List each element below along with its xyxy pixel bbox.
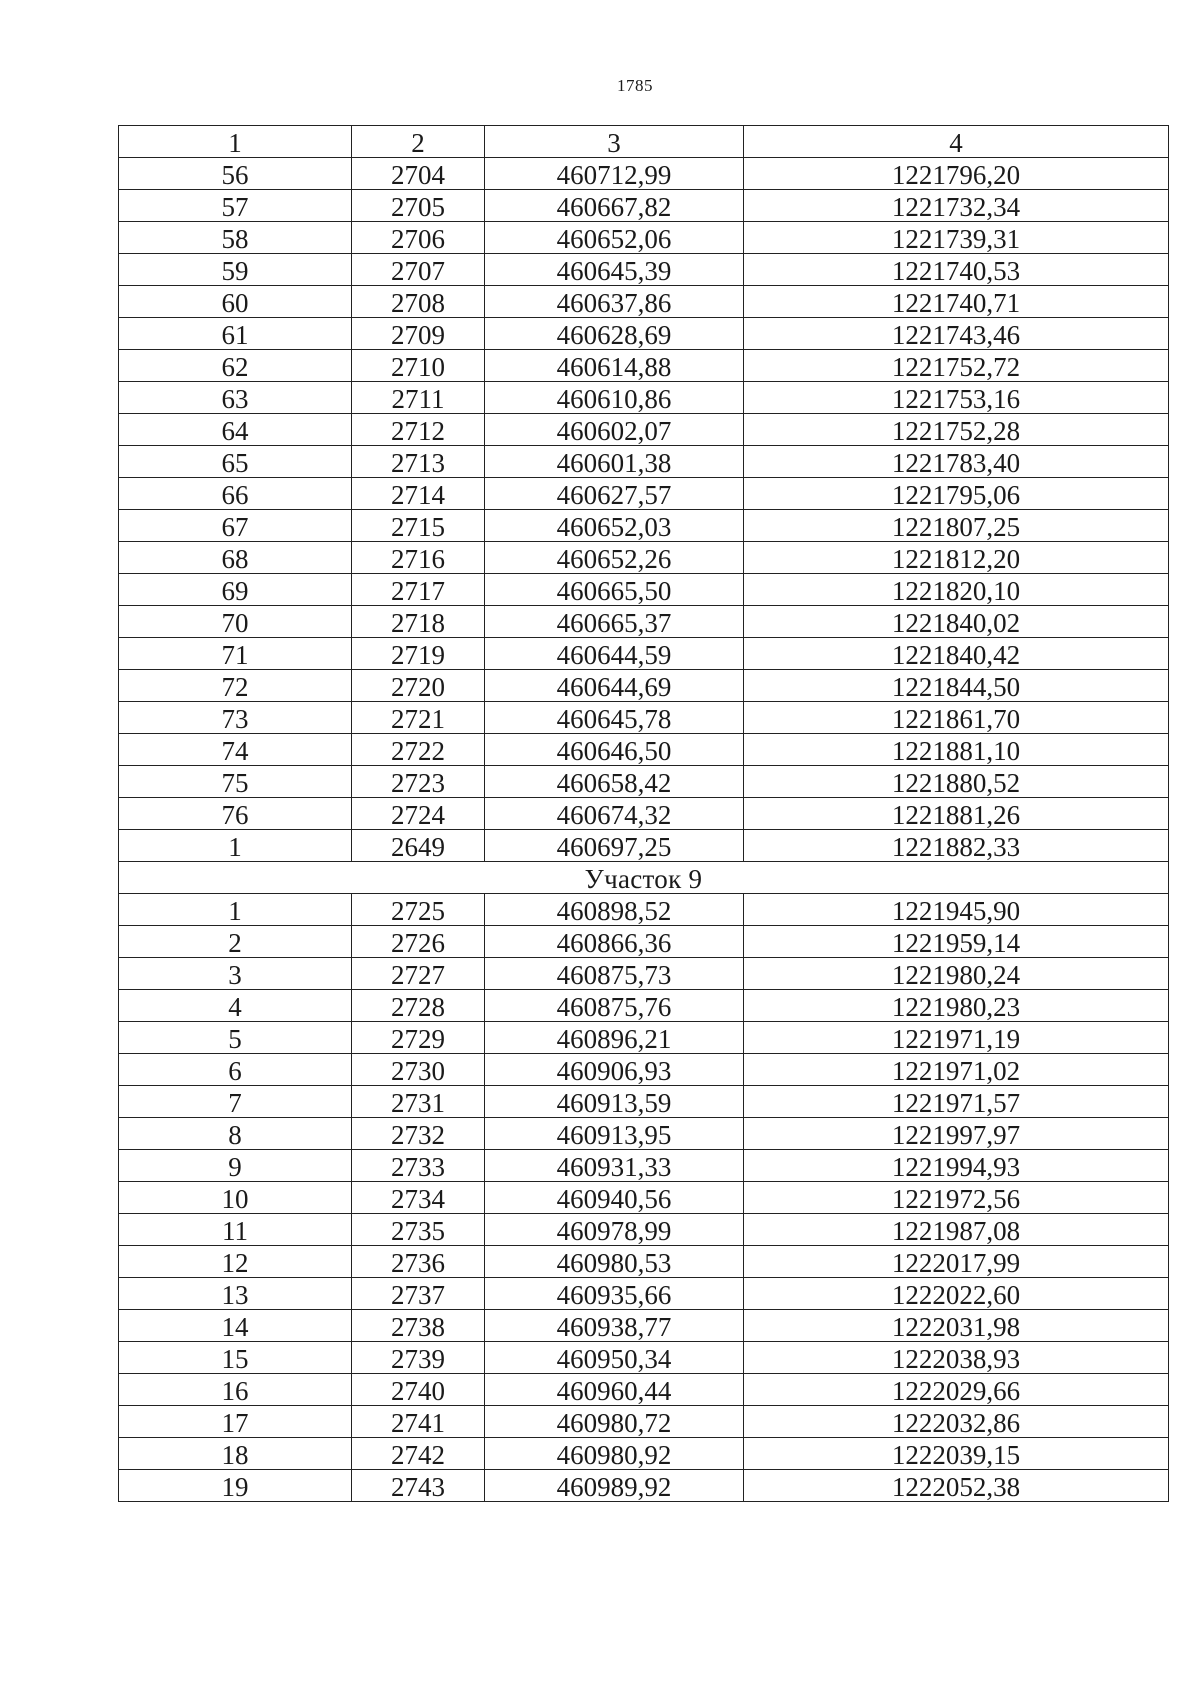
table-row (119, 766, 1169, 798)
table-cell-col-3: 460674,32 (485, 798, 744, 830)
table-row (119, 478, 1169, 510)
table-cell-col-4: 1221740,71 (744, 286, 1169, 318)
table-row (119, 1118, 1169, 1150)
table-row (119, 1278, 1169, 1310)
table-cell-col-2: 2717 (352, 574, 485, 606)
column-header-4: 4 (744, 126, 1169, 158)
table-cell-col-1: 66 (119, 478, 352, 510)
table-cell-col-1: 73 (119, 702, 352, 734)
table-cell-col-3: 460652,06 (485, 222, 744, 254)
table-cell-col-4: 1222032,86 (744, 1406, 1169, 1438)
table-cell-col-3: 460712,99 (485, 158, 744, 190)
table-cell-col-2: 2729 (352, 1022, 485, 1054)
table-cell-col-4: 1221980,23 (744, 990, 1169, 1022)
table-cell-col-4: 1221840,42 (744, 638, 1169, 670)
table-cell-col-3: 460980,53 (485, 1246, 744, 1278)
table-row (119, 574, 1169, 606)
table-cell-col-1: 19 (119, 1470, 352, 1502)
table-row (119, 670, 1169, 702)
table-cell-col-4: 1221753,16 (744, 382, 1169, 414)
table-cell-col-4: 1221795,06 (744, 478, 1169, 510)
table-cell-col-4: 1221739,31 (744, 222, 1169, 254)
table-row (119, 1086, 1169, 1118)
table-cell-col-2: 2720 (352, 670, 485, 702)
table-row (119, 734, 1169, 766)
table-cell-col-2: 2711 (352, 382, 485, 414)
table-cell-col-4: 1222029,66 (744, 1374, 1169, 1406)
column-header-3: 3 (485, 126, 744, 158)
table-cell-col-3: 460697,25 (485, 830, 744, 862)
table-cell-col-3: 460896,21 (485, 1022, 744, 1054)
table-row (119, 318, 1169, 350)
table-cell-col-2: 2724 (352, 798, 485, 830)
table-cell-col-1: 4 (119, 990, 352, 1022)
table-cell-col-3: 460931,33 (485, 1150, 744, 1182)
table-cell-col-1: 63 (119, 382, 352, 414)
table-cell-col-2: 2741 (352, 1406, 485, 1438)
table-cell-col-3: 460898,52 (485, 894, 744, 926)
table-cell-col-1: 1 (119, 830, 352, 862)
table-row (119, 606, 1169, 638)
table-cell-col-4: 1222052,38 (744, 1470, 1169, 1502)
table-cell-col-2: 2734 (352, 1182, 485, 1214)
table-header-row (119, 126, 1169, 158)
table-cell-col-2: 2723 (352, 766, 485, 798)
table-cell-col-4: 1221882,33 (744, 830, 1169, 862)
table-cell-col-4: 1221752,72 (744, 350, 1169, 382)
table-cell-col-1: 2 (119, 926, 352, 958)
table-cell-col-4: 1221844,50 (744, 670, 1169, 702)
table-row (119, 1342, 1169, 1374)
table-row (119, 1438, 1169, 1470)
table-cell-col-2: 2735 (352, 1214, 485, 1246)
table-cell-col-3: 460602,07 (485, 414, 744, 446)
table-cell-col-3: 460875,76 (485, 990, 744, 1022)
table-cell-col-3: 460989,92 (485, 1470, 744, 1502)
table-cell-col-1: 1 (119, 894, 352, 926)
column-header-1: 1 (119, 126, 352, 158)
table-cell-col-3: 460978,99 (485, 1214, 744, 1246)
table-cell-col-3: 460614,88 (485, 350, 744, 382)
table-row (119, 542, 1169, 574)
table-cell-col-1: 15 (119, 1342, 352, 1374)
section-title: Участок 9 (119, 862, 1169, 894)
table-cell-col-4: 1221752,28 (744, 414, 1169, 446)
table-cell-col-4: 1222017,99 (744, 1246, 1169, 1278)
table-row (119, 222, 1169, 254)
table-cell-col-3: 460665,37 (485, 606, 744, 638)
table-cell-col-3: 460667,82 (485, 190, 744, 222)
table-cell-col-3: 460935,66 (485, 1278, 744, 1310)
table-cell-col-4: 1221812,20 (744, 542, 1169, 574)
table-cell-col-2: 2732 (352, 1118, 485, 1150)
table-cell-col-1: 74 (119, 734, 352, 766)
table-cell-col-1: 8 (119, 1118, 352, 1150)
table-cell-col-4: 1221945,90 (744, 894, 1169, 926)
table-cell-col-4: 1221980,24 (744, 958, 1169, 990)
table-row (119, 798, 1169, 830)
table-row (119, 1310, 1169, 1342)
table-cell-col-2: 2712 (352, 414, 485, 446)
table-cell-col-1: 5 (119, 1022, 352, 1054)
table-cell-col-1: 76 (119, 798, 352, 830)
table-cell-col-1: 69 (119, 574, 352, 606)
table-cell-col-3: 460938,77 (485, 1310, 744, 1342)
table-cell-col-2: 2716 (352, 542, 485, 574)
table-cell-col-3: 460950,34 (485, 1342, 744, 1374)
table-cell-col-4: 1222038,93 (744, 1342, 1169, 1374)
table-row (119, 1022, 1169, 1054)
table-cell-col-3: 460665,50 (485, 574, 744, 606)
table-cell-col-3: 460646,50 (485, 734, 744, 766)
table-cell-col-1: 13 (119, 1278, 352, 1310)
table-cell-col-4: 1221783,40 (744, 446, 1169, 478)
table-cell-col-2: 2714 (352, 478, 485, 510)
table-cell-col-1: 56 (119, 158, 352, 190)
table-cell-col-1: 64 (119, 414, 352, 446)
table-cell-col-2: 2705 (352, 190, 485, 222)
table-cell-col-3: 460644,69 (485, 670, 744, 702)
table-row (119, 1214, 1169, 1246)
table-row (119, 1374, 1169, 1406)
table-cell-col-4: 1221997,97 (744, 1118, 1169, 1150)
table-cell-col-2: 2709 (352, 318, 485, 350)
table-cell-col-2: 2740 (352, 1374, 485, 1406)
table-cell-col-2: 2736 (352, 1246, 485, 1278)
table-cell-col-2: 2742 (352, 1438, 485, 1470)
table-cell-col-3: 460875,73 (485, 958, 744, 990)
table-cell-col-2: 2721 (352, 702, 485, 734)
table-cell-col-1: 60 (119, 286, 352, 318)
table-cell-col-4: 1222039,15 (744, 1438, 1169, 1470)
table-cell-col-4: 1221881,26 (744, 798, 1169, 830)
table-cell-col-4: 1221881,10 (744, 734, 1169, 766)
table-row (119, 894, 1169, 926)
table-cell-col-4: 1221840,02 (744, 606, 1169, 638)
table-cell-col-4: 1221994,93 (744, 1150, 1169, 1182)
table-row (119, 286, 1169, 318)
table-cell-col-4: 1222031,98 (744, 1310, 1169, 1342)
table-cell-col-1: 67 (119, 510, 352, 542)
table-cell-col-1: 3 (119, 958, 352, 990)
table-cell-col-4: 1221732,34 (744, 190, 1169, 222)
table-cell-col-2: 2738 (352, 1310, 485, 1342)
table-row (119, 926, 1169, 958)
table-cell-col-1: 68 (119, 542, 352, 574)
table-cell-col-1: 71 (119, 638, 352, 670)
table-row (119, 702, 1169, 734)
table-cell-col-1: 10 (119, 1182, 352, 1214)
table-cell-col-3: 460940,56 (485, 1182, 744, 1214)
page-number: 1785 (617, 76, 653, 95)
table-cell-col-3: 460628,69 (485, 318, 744, 350)
table-row (119, 638, 1169, 670)
table-cell-col-1: 6 (119, 1054, 352, 1086)
table-cell-col-2: 2713 (352, 446, 485, 478)
table-row (119, 1470, 1169, 1502)
table-cell-col-4: 1221971,57 (744, 1086, 1169, 1118)
table-row (119, 510, 1169, 542)
table-row (119, 446, 1169, 478)
table-cell-col-4: 1221987,08 (744, 1214, 1169, 1246)
section-row (119, 862, 1169, 894)
table-row (119, 382, 1169, 414)
coordinates-table (118, 125, 1169, 1502)
table-body-part1 (119, 158, 1169, 862)
table-cell-col-4: 1221971,02 (744, 1054, 1169, 1086)
table-cell-col-4: 1221971,19 (744, 1022, 1169, 1054)
table-cell-col-2: 2737 (352, 1278, 485, 1310)
table-cell-col-2: 2743 (352, 1470, 485, 1502)
table-body-part2 (119, 894, 1169, 1502)
table-row (119, 1182, 1169, 1214)
table-cell-col-2: 2710 (352, 350, 485, 382)
table-cell-col-3: 460960,44 (485, 1374, 744, 1406)
table-cell-col-1: 62 (119, 350, 352, 382)
table-cell-col-2: 2731 (352, 1086, 485, 1118)
table-cell-col-3: 460645,39 (485, 254, 744, 286)
table-cell-col-1: 61 (119, 318, 352, 350)
table-cell-col-1: 72 (119, 670, 352, 702)
table-row (119, 1150, 1169, 1182)
table-cell-col-4: 1221796,20 (744, 158, 1169, 190)
table-cell-col-1: 16 (119, 1374, 352, 1406)
table-cell-col-2: 2725 (352, 894, 485, 926)
table-cell-col-3: 460610,86 (485, 382, 744, 414)
table-cell-col-3: 460906,93 (485, 1054, 744, 1086)
table-cell-col-2: 2707 (352, 254, 485, 286)
table-cell-col-2: 2704 (352, 158, 485, 190)
section-header-body (119, 862, 1169, 894)
table-row (119, 958, 1169, 990)
table-cell-col-2: 2719 (352, 638, 485, 670)
table-cell-col-2: 2739 (352, 1342, 485, 1374)
table-cell-col-4: 1221807,25 (744, 510, 1169, 542)
table-cell-col-1: 59 (119, 254, 352, 286)
table-cell-col-1: 9 (119, 1150, 352, 1182)
table-cell-col-2: 2733 (352, 1150, 485, 1182)
table-row (119, 158, 1169, 190)
table-row (119, 990, 1169, 1022)
table-cell-col-2: 2715 (352, 510, 485, 542)
table-cell-col-2: 2718 (352, 606, 485, 638)
table-row (119, 1246, 1169, 1278)
table-cell-col-1: 65 (119, 446, 352, 478)
table-cell-col-3: 460601,38 (485, 446, 744, 478)
table-cell-col-3: 460652,03 (485, 510, 744, 542)
table-cell-col-1: 70 (119, 606, 352, 638)
table-cell-col-3: 460637,86 (485, 286, 744, 318)
table-cell-col-3: 460980,92 (485, 1438, 744, 1470)
table-cell-col-1: 58 (119, 222, 352, 254)
table-row (119, 1406, 1169, 1438)
table-cell-col-4: 1221972,56 (744, 1182, 1169, 1214)
table-cell-col-2: 2727 (352, 958, 485, 990)
table-cell-col-1: 7 (119, 1086, 352, 1118)
table-cell-col-3: 460645,78 (485, 702, 744, 734)
table-row (119, 830, 1169, 862)
table-cell-col-1: 57 (119, 190, 352, 222)
table-cell-col-3: 460644,59 (485, 638, 744, 670)
table-cell-col-2: 2726 (352, 926, 485, 958)
table-cell-col-1: 14 (119, 1310, 352, 1342)
table-cell-col-3: 460866,36 (485, 926, 744, 958)
table-row (119, 254, 1169, 286)
table-cell-col-1: 75 (119, 766, 352, 798)
table-cell-col-1: 11 (119, 1214, 352, 1246)
table-cell-col-1: 12 (119, 1246, 352, 1278)
table-cell-col-2: 2649 (352, 830, 485, 862)
table-cell-col-3: 460913,95 (485, 1118, 744, 1150)
table-cell-col-2: 2706 (352, 222, 485, 254)
table-cell-col-4: 1221820,10 (744, 574, 1169, 606)
table-cell-col-3: 460652,26 (485, 542, 744, 574)
table-cell-col-2: 2708 (352, 286, 485, 318)
table-cell-col-4: 1221743,46 (744, 318, 1169, 350)
table-cell-col-1: 17 (119, 1406, 352, 1438)
table-row (119, 1054, 1169, 1086)
table-cell-col-3: 460913,59 (485, 1086, 744, 1118)
table-cell-col-2: 2730 (352, 1054, 485, 1086)
table-row (119, 350, 1169, 382)
table-cell-col-2: 2722 (352, 734, 485, 766)
table-cell-col-4: 1221880,52 (744, 766, 1169, 798)
table-cell-col-3: 460658,42 (485, 766, 744, 798)
table-cell-col-1: 18 (119, 1438, 352, 1470)
table-cell-col-2: 2728 (352, 990, 485, 1022)
table-cell-col-4: 1221740,53 (744, 254, 1169, 286)
table-row (119, 190, 1169, 222)
table-cell-col-4: 1221861,70 (744, 702, 1169, 734)
table-row (119, 414, 1169, 446)
table-cell-col-3: 460627,57 (485, 478, 744, 510)
table-cell-col-4: 1221959,14 (744, 926, 1169, 958)
column-header-2: 2 (352, 126, 485, 158)
table-cell-col-4: 1222022,60 (744, 1278, 1169, 1310)
table-cell-col-3: 460980,72 (485, 1406, 744, 1438)
